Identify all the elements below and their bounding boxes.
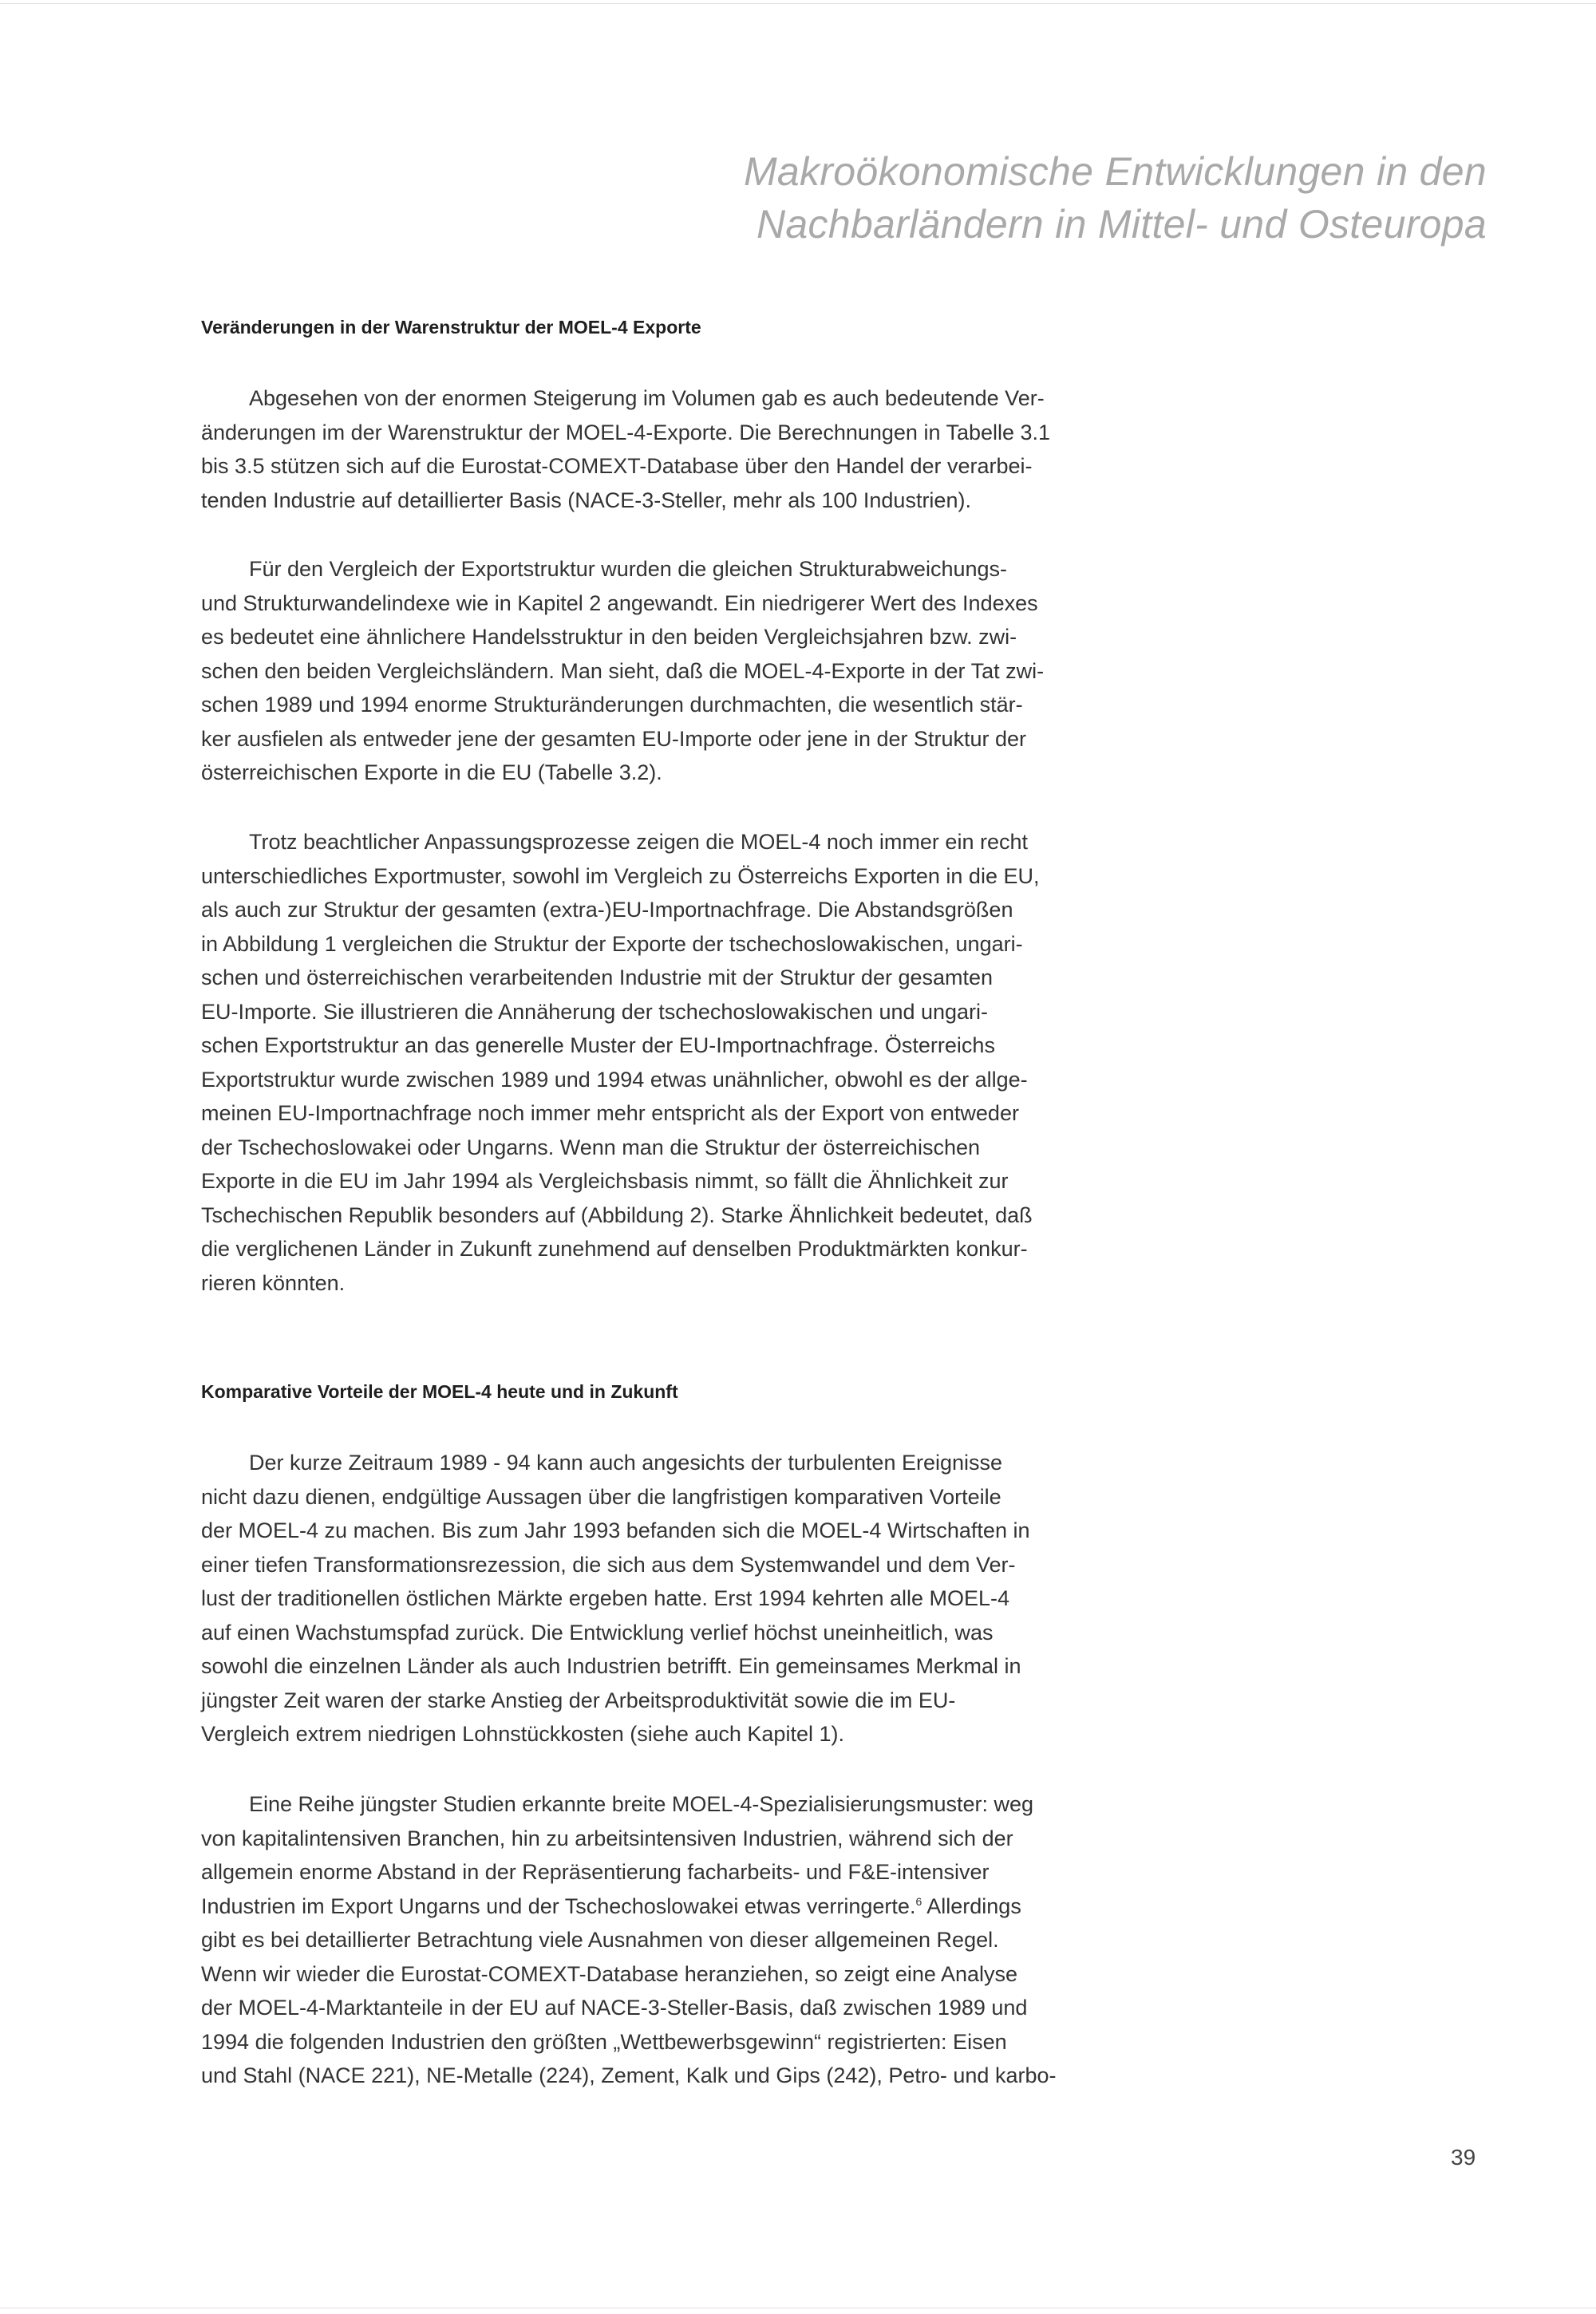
running-title [529,145,1487,251]
text-line: Vergleich extrem niedrigen Lohnstückkosten (siehe auch Kapitel 1). [201,1722,844,1746]
text-line: unterschiedliches Exportmuster, sowohl im Vergleich zu Österreichs Exporten in die EU, [201,863,1040,888]
text-line: von kapitalintensiven Branchen, hin zu arbeitsintensiven Industrien, während sich der [201,1826,1013,1850]
text-line: in Abbildung 1 vergleichen die Struktur der Exporte der tschechoslowakischen, ungari- [201,931,1023,956]
paragraph [201,1446,1147,1751]
text-line: bis 3.5 stützen sich auf die Eurostat-COMEXT-Database über den Handel der verarbei- [201,454,1033,478]
paragraph [201,1787,1147,2093]
text-line: auf einen Wachstumspfad zurück. Die Entwicklung verlief höchst uneinheitlich, was [201,1620,994,1645]
footnote-marker: 6 [915,1894,922,1908]
paragraph [201,825,1147,1300]
text-segment: Allerdings [922,1893,1021,1918]
text-line: österreichischen Exporte in die EU (Tabelle 3.2). [201,760,662,784]
text-line: Der kurze Zeitraum 1989 - 94 kann auch angesichts der turbulenten Ereignisse [249,1451,1003,1475]
scan-edge-top [0,3,1596,4]
text-line: gibt es bei detaillierter Betrachtung viele Ausnahmen von dieser allgemeinen Regel. [201,1928,999,1952]
text-line: als auch zur Struktur der gesamten (extra-)EU-Importnachfrage. Die Abstandsgrößen [201,898,1013,922]
text-line: und Stahl (NACE 221), NE-Metalle (224), Zement, Kalk und Gips (242), Petro- und karbo- [201,2063,1057,2087]
text-line [201,1890,1147,1924]
text-line: änderungen im der Warenstruktur der MOEL-4-Exporte. Die Berechnungen in Tabelle 3.1 [201,420,1051,444]
paragraph [201,381,1147,517]
text-line: schen 1989 und 1994 enorme Strukturänderungen durchmachten, die wesentlich stär- [201,693,1023,717]
section-heading-warenstruktur: Veränderungen in der Warenstruktur der MOEL-4 Exporte [201,317,701,338]
text-line: jüngster Zeit waren der starke Anstieg der Arbeitsproduktivität sowie die im EU- [201,1688,956,1712]
text-line: es bedeutet eine ähnlichere Handelsstruktur in den beiden Vergleichsjahren bzw. zwi- [201,625,1017,649]
text-line: meinen EU-Importnachfrage noch immer mehr entspricht als der Export von entweder [201,1101,1019,1125]
text-line: rieren könnten. [201,1270,346,1295]
text-line: ker ausfielen als entweder jene der gesamten EU-Importe oder jene in der Struktur der [201,726,1027,751]
text-line: der MOEL-4-Marktanteile in der EU auf NACE-3-Steller-Basis, daß zwischen 1989 und [201,1996,1028,2020]
text-line: schen und österreichischen verarbeitenden Industrie mit der Struktur der gesamten [201,965,994,989]
text-line: schen den beiden Vergleichsländern. Man sieht, daß die MOEL-4-Exporte in der Tat zwi- [201,658,1045,683]
paragraph [201,552,1147,790]
text-line: einer tiefen Transformationsrezession, die sich aus dem Systemwandel und dem Ver- [201,1552,1016,1577]
text-line: der Tschechoslowakei oder Ungarns. Wenn man die Struktur der österreichischen [201,1135,980,1159]
text-segment: Industrien im Export Ungarns und der Tschechoslowakei etwas verringerte. [201,1893,916,1918]
text-line: Exporte in die EU im Jahr 1994 als Vergleichsbasis nimmt, so fällt die Ähnlichkeit zur [201,1169,1009,1193]
text-line: EU-Importe. Sie illustrieren die Annäherung der tschechoslowakischen und ungari- [201,999,989,1024]
text-line: Wenn wir wieder die Eurostat-COMEXT-Database heranziehen, so zeigt eine Analyse [201,1961,1018,1986]
text-line: sowohl die einzelnen Länder als auch Industrien betrifft. Ein gemeinsames Merkmal in [201,1654,1021,1678]
text-line: allgemein enorme Abstand in der Repräsentierung facharbeits- und F&E-intensiver [201,1860,990,1884]
text-line: Exportstruktur wurde zwischen 1989 und 1994 etwas unähnlicher, obwohl es der allge- [201,1067,1028,1092]
page-number: 39 [1451,2145,1476,2170]
running-title-line: Nachbarländern in Mittel- und Osteuropa [757,202,1487,247]
running-title-line: Makroökonomische Entwicklungen in den [743,149,1487,194]
text-line: 1994 die folgenden Industrien den größten „Wettbewerbsgewinn“ registrierten: Eisen [201,2029,1007,2054]
text-line: und Strukturwandelindexe wie in Kapitel 2 angewandt. Ein niedrigerer Wert des Indexes [201,590,1038,615]
text-line: Abgesehen von der enormen Steigerung im Volumen gab es auch bedeutende Ver- [249,386,1045,410]
text-line: schen Exportstruktur an das generelle Muster der EU-Importnachfrage. Österreichs [201,1033,995,1057]
text-line: Für den Vergleich der Exportstruktur wurden die gleichen Strukturabweichungs- [249,557,1007,581]
section-heading-komparative-vorteile: Komparative Vorteile der MOEL-4 heute und in Zukunft [201,1381,678,1402]
text-line: Eine Reihe jüngster Studien erkannte breite MOEL-4-Spezialisierungsmuster: weg [249,1792,1034,1816]
text-line: Trotz beachtlicher Anpassungsprozesse zeigen die MOEL-4 noch immer ein recht [249,830,1028,854]
text-line: lust der traditionellen östlichen Märkte ergeben hatte. Erst 1994 kehrten alle MOEL-4 [201,1586,1010,1610]
text-line: die verglichenen Länder in Zukunft zunehmend auf denselben Produktmärkten konkur- [201,1237,1028,1261]
text-line: tenden Industrie auf detaillierter Basis (NACE-3-Steller, mehr als 100 Industrien). [201,488,971,512]
text-line: Tschechischen Republik besonders auf (Abbildung 2). Starke Ähnlichkeit bedeutet, daß [201,1202,1033,1227]
text-line: nicht dazu dienen, endgültige Aussagen über die langfristigen komparativen Vorteile [201,1484,1001,1509]
text-line: der MOEL-4 zu machen. Bis zum Jahr 1993 befanden sich die MOEL-4 Wirtschaften in [201,1518,1030,1542]
